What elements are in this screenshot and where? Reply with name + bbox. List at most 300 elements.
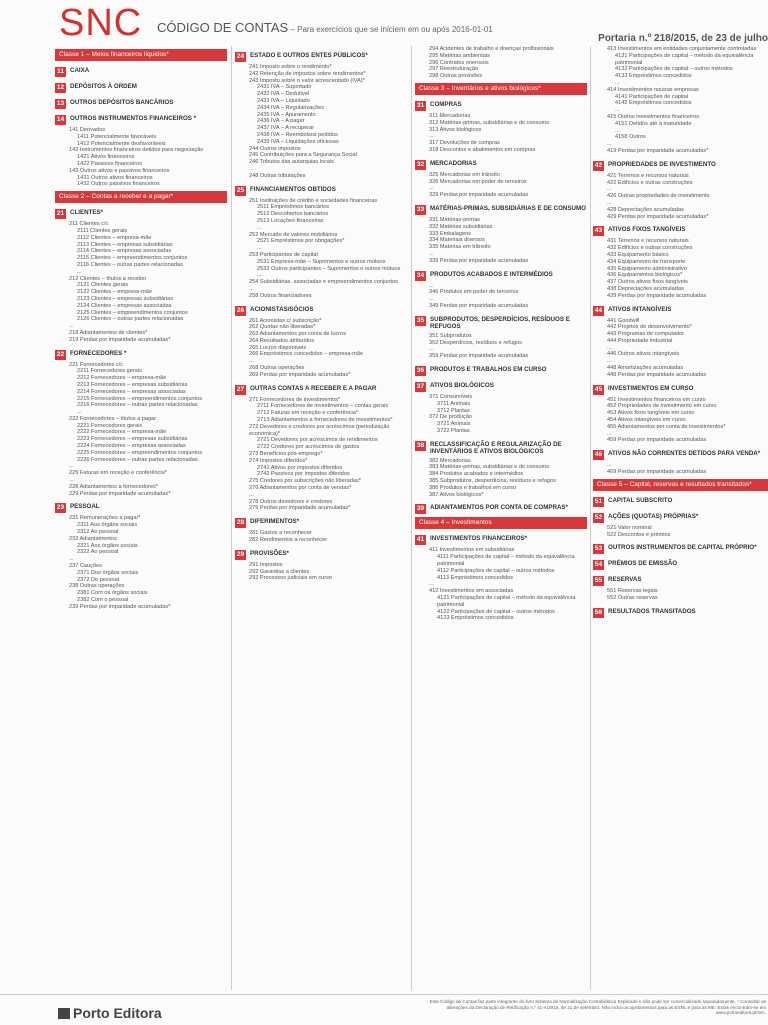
column-4 bbox=[593, 46, 768, 990]
account-item: 219 Perdas por imparidade acumuladas* bbox=[69, 336, 171, 343]
account-item: 282 Rendimentos a reconhecer bbox=[249, 537, 328, 544]
account-item: 2125 Clientes – empreendimentos conjuntos bbox=[77, 309, 188, 316]
section-title: PRODUTOS E TRABALHOS EM CURSO bbox=[430, 365, 547, 373]
account-item: ... bbox=[257, 224, 262, 231]
section-number-badge: 33 bbox=[416, 205, 425, 213]
account-item: 211 Clientes c/c bbox=[69, 221, 109, 228]
account-item: 272 Devedores e credores por acréscimos (periodização económica)* bbox=[249, 423, 390, 437]
account-item: 2123 Clientes – empresas subsidiárias bbox=[77, 295, 174, 302]
account-item: 2437 IVA – A recuperar bbox=[257, 125, 315, 132]
page-footer bbox=[0, 994, 768, 1025]
account-item: 4131 Participações de capital – método da equivalência patrimonial bbox=[615, 52, 754, 66]
account-item: ... bbox=[69, 477, 74, 484]
account-item: 2126 Clientes – outras partes relacionadas bbox=[77, 316, 184, 323]
account-item: 1412 Potencialmente desfavoráveis bbox=[77, 140, 166, 147]
column-1 bbox=[55, 46, 227, 990]
account-item: 413 Investimentos em entidades conjuntamente controladas bbox=[607, 46, 757, 52]
account-item: 331 Matérias-primas bbox=[429, 216, 480, 223]
account-section bbox=[235, 52, 407, 62]
account-item: 2212 Fornecedores – empresa-mãe bbox=[77, 375, 167, 382]
account-item: 329 Perdas por imparidade acumuladas bbox=[429, 192, 529, 199]
section-number-badge: 51 bbox=[594, 497, 603, 505]
column-divider bbox=[411, 46, 412, 990]
section-number-badge: 27 bbox=[236, 385, 245, 393]
section-number-badge: 26 bbox=[236, 306, 245, 314]
account-item: 454 Ativos intangíveis em curso bbox=[607, 417, 686, 424]
account-section bbox=[415, 160, 587, 170]
section-title: RECLASSIFICAÇÃO E REGULARIZAÇÃO DE INVENTÁRIOS E ATIVOS BIOLÓGICOS bbox=[430, 440, 562, 456]
account-item: 1431 Outros ativos financeiros bbox=[77, 174, 153, 181]
account-section bbox=[415, 504, 587, 514]
class-header: Classe 1 – Meios financeiros líquidos* bbox=[55, 49, 227, 61]
account-item: 239 Perdas por imparidade acumuladas* bbox=[69, 603, 171, 610]
account-item: 459 Perdas por imparidade acumuladas bbox=[607, 437, 707, 444]
account-item: 2711 Fornecedores de investimentos – contas gerais bbox=[257, 403, 389, 410]
account-section bbox=[235, 186, 407, 196]
section-title: PRODUTOS ACABADOS E INTERMÉDIOS bbox=[430, 270, 553, 278]
account-item: 2433 IVA – Liquidado bbox=[257, 97, 310, 104]
account-item: 261 Acionistas c/ subscrição* bbox=[249, 317, 322, 324]
account-item: 385 Subprodutos, desperdícios, resíduos e refugos bbox=[429, 478, 556, 485]
account-item: 264 Resultados atribuídos bbox=[249, 337, 314, 344]
account-item: 359 Perdas por imparidade acumuladas bbox=[429, 353, 529, 360]
account-item: 2434 IVA – Regularizações bbox=[257, 104, 325, 111]
section-number-badge: 32 bbox=[416, 160, 425, 168]
account-section bbox=[415, 382, 587, 392]
account-item: 352 Desperdícios, resíduos e refugos bbox=[429, 339, 522, 346]
account-section bbox=[235, 550, 407, 560]
footer-note: Este Código de Contas faz parte integrante do livro Sistema de Normalização Contabilística Explicado e não pode ser comercializado separadamente. * Consultar as alterações da Declaração de Retificação n.º 41-A/2015, de 21 de setembro. Não inclui os ajustamentos para as ESNL e para as ME. Estas encontram-se em www.portoeditora.pt/snc. bbox=[429, 999, 766, 1016]
account-item: 2214 Fornecedores – empresas associadas bbox=[77, 388, 186, 395]
account-item: 2432 IVA – Dedutível bbox=[257, 91, 310, 98]
section-number-badge: 39 bbox=[416, 505, 425, 513]
account-item: 2226 Fornecedores – outras partes relacionadas bbox=[77, 456, 198, 463]
section-title: ATIVOS NÃO CORRENTES DETIDOS PARA VENDA* bbox=[608, 450, 761, 458]
section-number-badge: 45 bbox=[594, 385, 603, 393]
account-item: ... bbox=[615, 127, 620, 134]
section-title: RESERVAS bbox=[608, 576, 642, 584]
section-number-badge: 42 bbox=[594, 161, 603, 169]
account-item: 244 Outros impostos bbox=[249, 145, 301, 152]
account-item: 2222 Fornecedores – empresa-mãe bbox=[77, 429, 167, 436]
section-title: FINANCIAMENTOS OBTIDOS bbox=[250, 185, 336, 193]
account-item: 291 Impostos bbox=[249, 561, 283, 568]
account-item: 552 Outras reservas bbox=[607, 595, 658, 602]
account-item: 442 Projetos de desenvolvimento* bbox=[607, 324, 692, 331]
account-item: ... bbox=[607, 141, 612, 148]
account-item: 273 Benefícios pós-emprego* bbox=[249, 451, 323, 458]
section-title: DEPÓSITOS À ORDEM bbox=[70, 83, 137, 90]
account-item: 269 Perdas por imparidade acumuladas* bbox=[249, 371, 351, 378]
section-number-badge: 41 bbox=[416, 536, 425, 544]
account-item: 238 Outras operações bbox=[69, 583, 125, 590]
account-item: 2114 Clientes – empresas associadas bbox=[77, 248, 172, 255]
account-item: 414 Investimentos noutras empresas bbox=[607, 86, 699, 93]
account-item: 3712 Plantas bbox=[437, 407, 470, 414]
account-item: 4113 Empréstimos concedidos bbox=[437, 574, 514, 581]
account-item: ... bbox=[429, 250, 434, 257]
account-item: 451 Investimentos financeiros em curso bbox=[607, 396, 706, 403]
account-item: 441 Goodwill bbox=[607, 317, 640, 324]
account-item: 253 Participantes de capital bbox=[249, 251, 318, 258]
column-2 bbox=[235, 46, 407, 990]
account-item: 3711 Animais bbox=[437, 400, 471, 407]
account-item: 252 Mercado de valores mobiliários bbox=[249, 231, 338, 238]
account-item: ... bbox=[429, 581, 434, 588]
account-item: 351 Subprodutos bbox=[429, 332, 472, 339]
section-number-badge: 12 bbox=[56, 84, 65, 91]
section-title: CAPITAL SUBSCRITO bbox=[608, 496, 673, 504]
account-item: 433 Equipamento básico bbox=[607, 251, 669, 258]
account-item: 2722 Credores por acréscimos de gastos bbox=[257, 444, 360, 451]
account-item: 212 Clientes – títulos a receber bbox=[69, 275, 147, 282]
account-item: 2512 Descobertos bancários bbox=[257, 211, 329, 218]
account-item: ... bbox=[257, 245, 262, 252]
account-item: 3722 Plantas bbox=[437, 427, 470, 434]
account-section bbox=[593, 608, 768, 618]
class-header: Classe 5 – Capital, reservas e resultados transitados* bbox=[593, 479, 768, 491]
account-item: 2322 Ao pessoal bbox=[77, 549, 119, 556]
section-title: PROVISÕES* bbox=[250, 549, 289, 557]
account-item: 428 Depreciações acumuladas bbox=[607, 206, 684, 213]
account-item: 4111 Participações de capital – método da equivalência patrimonial bbox=[437, 554, 575, 568]
account-item: 452 Propriedades de investimento em curso bbox=[607, 403, 717, 410]
section-title: OUTROS INSTRUMENTOS FINANCEIROS * bbox=[70, 115, 197, 122]
section-number-badge: 54 bbox=[594, 561, 603, 569]
account-item: 225 Faturas em receção e conferência* bbox=[69, 470, 167, 477]
account-item: ... bbox=[607, 186, 612, 193]
section-number-badge: 52 bbox=[594, 513, 603, 521]
account-item: 2111 Clientes gerais bbox=[77, 227, 128, 234]
account-item: 4142 Empréstimos concedidos bbox=[615, 100, 692, 107]
column-divider bbox=[231, 46, 232, 990]
section-title: DIFERIMENTOS* bbox=[250, 518, 300, 526]
section-number-badge: 55 bbox=[594, 577, 603, 585]
account-item: ... bbox=[615, 79, 620, 86]
account-item: 2115 Clientes – empreendimentos conjuntos bbox=[77, 255, 188, 262]
account-item: 222 Fornecedores – títulos a pagar bbox=[69, 415, 157, 422]
account-item: 2382 Com o pessoal bbox=[77, 597, 129, 604]
account-item: 2532 Outros participantes – Suprimentos e outros mútuos bbox=[257, 265, 401, 272]
account-item: 2531 Empresa-mãe – Suprimentos e outros mútuos bbox=[257, 258, 386, 265]
accounts-columns bbox=[55, 46, 768, 990]
account-item: 248 Outras tributações bbox=[249, 172, 306, 179]
account-item: ... bbox=[429, 133, 434, 140]
account-item: 4121 Participações de capital – método da equivalência patrimonial bbox=[437, 595, 576, 608]
account-item: ... bbox=[249, 285, 254, 292]
account-item: ... bbox=[615, 107, 620, 114]
account-item: 298 Outras provisões bbox=[429, 73, 483, 80]
snc-logo: SNC bbox=[59, 2, 143, 44]
account-section bbox=[55, 350, 227, 360]
account-item: 294 Acidentes de trabalho e doenças profissionais bbox=[429, 46, 554, 52]
account-section bbox=[593, 544, 768, 554]
account-item: 521 Valor nominal bbox=[607, 524, 652, 531]
account-section bbox=[415, 205, 587, 215]
document-title bbox=[157, 20, 493, 35]
section-title: OUTROS DEPÓSITOS BANCÁRIOS bbox=[70, 99, 174, 106]
account-item: 386 Produtos e trabalhos em curso bbox=[429, 484, 517, 491]
account-item: 2321 Aos órgãos sociais bbox=[77, 542, 138, 549]
section-number-badge: 44 bbox=[594, 306, 603, 314]
account-item: 455 Adiantamentos por conta de investimentos* bbox=[607, 423, 726, 430]
account-section bbox=[235, 306, 407, 316]
account-item: ... bbox=[429, 282, 434, 289]
section-title: ADIANTAMENTOS POR CONTA DE COMPRAS* bbox=[430, 504, 568, 512]
account-item: 317 Devoluções de compras bbox=[429, 140, 500, 147]
title-subtitle: – Para exercícios que se iniciem em ou após 2016-01-01 bbox=[288, 25, 493, 34]
account-item: 444 Propriedade industrial bbox=[607, 337, 673, 344]
account-item: 295 Matérias ambientais bbox=[429, 52, 490, 59]
account-item: 274 Impostos diferidos* bbox=[249, 457, 308, 464]
account-item: 346 Produtos em poder de terceiros bbox=[429, 289, 519, 296]
section-number-badge: 14 bbox=[56, 116, 65, 123]
account-item: 448 Amortizações acumuladas bbox=[607, 365, 684, 372]
account-item: 382 Mercadorias bbox=[429, 457, 471, 464]
section-number-badge: 13 bbox=[56, 100, 65, 107]
account-item: 4123 Empréstimos concedidos bbox=[437, 615, 514, 622]
account-section bbox=[235, 518, 407, 528]
section-title: FORNECEDORES * bbox=[70, 349, 127, 357]
section-title: ESTADO E OUTROS ENTES PÚBLICOS* bbox=[250, 52, 368, 59]
class-header: Classe 2 – Contas a receber e a pagar* bbox=[55, 191, 227, 203]
account-item: ... bbox=[257, 272, 262, 279]
section-number-badge: 23 bbox=[56, 504, 65, 512]
account-item: 421 Terrenos e recursos naturais bbox=[607, 172, 689, 179]
account-item: 2511 Empréstimos bancários bbox=[257, 204, 330, 211]
account-item: ... bbox=[249, 491, 254, 498]
account-item: 449 Perdas por imparidade acumuladas bbox=[607, 371, 707, 378]
account-item: 339 Perdas por imparidade acumuladas bbox=[429, 257, 529, 264]
account-item: 258 Outros financiadores bbox=[249, 292, 312, 299]
account-item: 281 Gastos a reconhecer bbox=[249, 530, 312, 537]
section-title: MATÉRIAS-PRIMAS, SUBSIDIÁRIAS E DE CONSUMO bbox=[430, 204, 586, 212]
section-title: AÇÕES (QUOTAS) PRÓPRIAS* bbox=[608, 512, 699, 520]
portaria-reference: Portaria n.º 218/2015, de 23 de julho bbox=[598, 33, 768, 44]
account-item: ... bbox=[607, 358, 612, 365]
account-item: 1421 Ativos financeiros bbox=[77, 154, 135, 161]
column-3 bbox=[415, 46, 587, 990]
section-title: ATIVOS INTANGÍVEIS bbox=[608, 305, 672, 313]
account-item: 437 Outros ativos fixos tangíveis bbox=[607, 279, 688, 286]
page-header bbox=[0, 0, 768, 44]
account-item: 275 Credores por subscrições não liberadas* bbox=[249, 478, 361, 485]
account-item: ... bbox=[429, 346, 434, 353]
account-item: 2372 Do pessoal bbox=[77, 576, 119, 583]
section-title: INVESTIMENTOS FINANCEIROS* bbox=[430, 535, 528, 543]
account-item: 2113 Clientes – empresas subsidiárias bbox=[77, 241, 173, 248]
account-item: 141 Derivados bbox=[69, 127, 106, 133]
account-item: 2122 Clientes – empresa-mãe bbox=[77, 289, 152, 296]
account-item: 276 Adiantamentos por conta de vendas* bbox=[249, 485, 352, 492]
account-section bbox=[55, 503, 227, 513]
account-item: 4133 Empréstimos concedidos bbox=[615, 73, 692, 80]
account-item: ... bbox=[429, 185, 434, 192]
section-title: MERCADORIAS bbox=[430, 159, 477, 167]
section-title: INVESTIMENTOS EM CURSO bbox=[608, 384, 694, 392]
account-item: ... bbox=[607, 462, 612, 469]
section-number-badge: 56 bbox=[594, 609, 603, 617]
section-title: OUTROS INSTRUMENTOS DE CAPITAL PRÓPRIO* bbox=[608, 544, 757, 552]
account-item: 2741 Ativos por impostos diferidos bbox=[257, 464, 343, 471]
account-item: 1432 Outros passivos financeiros bbox=[77, 181, 160, 188]
account-item: 2439 IVA – Liquidações oficiosas bbox=[257, 138, 339, 145]
account-item: 411 Investimentos em subsidiárias bbox=[429, 547, 515, 554]
section-number-badge: 25 bbox=[236, 186, 245, 194]
account-item: 237 Cauções bbox=[69, 563, 102, 570]
account-section bbox=[55, 209, 227, 219]
account-item: 446 Outros ativos intangíveis bbox=[607, 351, 680, 358]
account-item: 453 Ativos fixos tangíveis em curso bbox=[607, 410, 695, 417]
account-item: 245 Contribuições para a Segurança Social bbox=[249, 152, 357, 159]
account-item: 2124 Clientes – empresas associadas bbox=[77, 302, 172, 309]
account-item: 2216 Fornecedores – outras partes relacionadas bbox=[77, 402, 198, 409]
account-item: 522 Descontos e prémios bbox=[607, 531, 671, 538]
account-item: 266 Empréstimos concedidos – empresa-mãe bbox=[249, 351, 364, 358]
account-section bbox=[593, 513, 768, 523]
section-number-badge: 46 bbox=[594, 451, 603, 459]
section-number-badge: 36 bbox=[416, 366, 425, 374]
account-item: 2435 IVA – Apuramento bbox=[257, 111, 316, 118]
account-item: 243 Imposto sobre o valor acrescentado (IVA)* bbox=[249, 77, 365, 84]
section-number-badge: 37 bbox=[416, 382, 425, 390]
account-item: 4112 Participações de capital – outros métodos bbox=[437, 567, 555, 574]
account-item: 439 Perdas por imparidade acumuladas bbox=[607, 292, 707, 299]
account-item: 371 Consumíveis bbox=[429, 393, 473, 400]
account-item: 4141 Participações de capital bbox=[615, 93, 689, 100]
account-item: 2713 Adiantamentos a fornecedores de investimentos* bbox=[257, 417, 393, 424]
account-item: 349 Perdas por imparidade acumuladas bbox=[429, 302, 529, 309]
account-item: 443 Programas de computador bbox=[607, 331, 685, 338]
account-item: 3721 Animais bbox=[437, 421, 471, 428]
section-title: ATIVOS FIXOS TANGÍVEIS bbox=[608, 226, 686, 234]
account-item: 2221 Fornecedores gerais bbox=[77, 422, 143, 429]
account-item: 429 Perdas por imparidade acumuladas* bbox=[607, 213, 709, 220]
account-item: 2312 Ao pessoal bbox=[77, 529, 119, 536]
account-item: 262 Quotas não liberadas* bbox=[249, 324, 316, 331]
account-item: 384 Produtos acabados e intermédios bbox=[429, 471, 524, 478]
section-title: PROPRIEDADES DE INVESTIMENTO bbox=[608, 160, 716, 168]
account-item: 435 Equipamento administrativo bbox=[607, 265, 687, 272]
account-item: 293 Processos judiciais em curso bbox=[249, 575, 333, 582]
account-section bbox=[235, 385, 407, 395]
publisher-logo bbox=[58, 1005, 162, 1021]
account-item: 313 Ativos biológicos bbox=[429, 126, 482, 133]
account-item: 419 Perdas por imparidade acumuladas* bbox=[607, 147, 709, 154]
account-item: ... bbox=[77, 409, 82, 416]
publisher-name: Porto Editora bbox=[73, 1005, 162, 1021]
account-item: 265 Lucros disponíveis bbox=[249, 344, 307, 351]
account-item: 268 Outras operações bbox=[249, 365, 305, 372]
account-item: 4132 Participações de capital – outros métodos bbox=[615, 66, 733, 73]
section-title: RESULTADOS TRANSITADOS bbox=[608, 608, 696, 616]
account-section bbox=[593, 560, 768, 570]
section-number-badge: 53 bbox=[594, 545, 603, 553]
account-item: 332 Matérias subsidiárias bbox=[429, 223, 493, 230]
account-item: 4151 Detidos até à maturidade bbox=[615, 120, 692, 127]
account-section bbox=[593, 576, 768, 586]
account-item: 142 Instrumentos financeiros detidos para negociação bbox=[69, 147, 204, 154]
account-section bbox=[415, 316, 587, 331]
account-item: 333 Embalagens bbox=[429, 230, 471, 237]
account-item: 232 Adiantamentos bbox=[69, 535, 117, 542]
account-item: 229 Perdas por imparidade acumuladas* bbox=[69, 490, 171, 497]
account-item: 1422 Passivos financeiros bbox=[77, 160, 142, 167]
account-item: 2438 IVA – Reembolsos pedidos bbox=[257, 131, 338, 138]
section-number-badge: 38 bbox=[416, 441, 425, 449]
section-title: PRÉMIOS DE EMISSÃO bbox=[608, 560, 678, 568]
account-item: 2215 Fornecedores – empreendimentos conjuntos bbox=[77, 395, 203, 402]
section-title: OUTRAS CONTAS A RECEBER E A PAGAR bbox=[250, 384, 377, 392]
account-item: 422 Edifícios e outras construções bbox=[607, 179, 693, 186]
account-item: 426 Outras propriedades de investimento bbox=[607, 193, 710, 200]
account-item: 2223 Fornecedores – empresas subsidiárias bbox=[77, 436, 188, 443]
account-section bbox=[55, 83, 227, 93]
section-number-badge: 28 bbox=[236, 519, 245, 527]
account-item: 2213 Fornecedores – empresas subsidiárias bbox=[77, 381, 188, 388]
account-section bbox=[55, 67, 227, 77]
account-item: ... bbox=[607, 430, 612, 437]
account-item: 312 Matérias-primas, subsidiárias e de consumo bbox=[429, 119, 550, 126]
account-item: 432 Edifícios e outras construções bbox=[607, 245, 693, 252]
section-title: COMPRAS bbox=[430, 100, 462, 108]
account-item: 2121 Clientes gerais bbox=[77, 282, 128, 289]
account-item: 383 Matérias-primas, subsidiárias e de consumo bbox=[429, 464, 550, 471]
section-number-badge: 34 bbox=[416, 271, 425, 279]
account-item: 1411 Potencialmente favoráveis bbox=[77, 133, 157, 140]
section-title: CAIXA bbox=[70, 67, 90, 74]
account-item: 228 Adiantamentos a fornecedores* bbox=[69, 483, 158, 490]
account-item: 387 Ativos biológicos* bbox=[429, 491, 484, 498]
account-item: 221 Fornecedores c/c bbox=[69, 361, 124, 368]
title-main: CÓDIGO DE CONTAS bbox=[157, 20, 289, 35]
account-item: 469 Perdas por imparidade acumuladas bbox=[607, 469, 707, 476]
account-item: 297 Reestruturação bbox=[429, 66, 479, 73]
account-item: ... bbox=[249, 165, 254, 172]
account-item: ... bbox=[69, 556, 74, 563]
account-section bbox=[593, 306, 768, 316]
account-item: ... bbox=[607, 344, 612, 351]
account-item: ... bbox=[69, 463, 74, 470]
account-section bbox=[415, 101, 587, 111]
account-item: 246 Tributos das autarquias locais bbox=[249, 159, 334, 166]
account-item: 2112 Clientes – empresa-mãe bbox=[77, 234, 152, 241]
account-item: 2712 Faturas em receção e conferência* bbox=[257, 410, 359, 417]
account-item: 263 Adiantamentos por conta de lucros bbox=[249, 331, 347, 338]
account-item: 436 Equipamentos biológicos* bbox=[607, 272, 683, 279]
account-item: ... bbox=[69, 323, 74, 330]
section-number-badge: 11 bbox=[55, 67, 66, 77]
account-item: 438 Depreciações acumuladas bbox=[607, 285, 684, 292]
class-header: Classe 4 – Investimentos bbox=[415, 517, 587, 529]
account-item: 231 Remunerações a pagar* bbox=[69, 515, 141, 522]
account-item: ... bbox=[77, 268, 82, 275]
account-item: ... bbox=[429, 296, 434, 303]
account-item: 279 Perdas por imparidade acumuladas* bbox=[249, 505, 351, 512]
account-item: ... bbox=[249, 358, 254, 365]
account-item: 431 Terrenos e recursos naturais bbox=[607, 238, 689, 245]
section-title: SUBPRODUTOS, DESPERDÍCIOS, RESÍDUOS E REFUGOS bbox=[430, 315, 570, 331]
account-item: 254 Subsidiárias, associadas e empreendimentos conjuntos bbox=[249, 279, 398, 286]
account-item: 2116 Clientes – outras partes relacionadas bbox=[77, 261, 183, 268]
account-section bbox=[593, 450, 768, 460]
section-number-badge: 35 bbox=[416, 316, 425, 324]
account-item: 271 Fornecedores de investimentos* bbox=[249, 396, 341, 403]
publisher-mark-icon bbox=[58, 1008, 70, 1019]
account-item: 2436 IVA – A pagar bbox=[257, 118, 305, 125]
account-item: 415 Outros investimentos financeiros bbox=[607, 113, 700, 120]
account-item: 325 Mercadorias em trânsito bbox=[429, 171, 500, 178]
